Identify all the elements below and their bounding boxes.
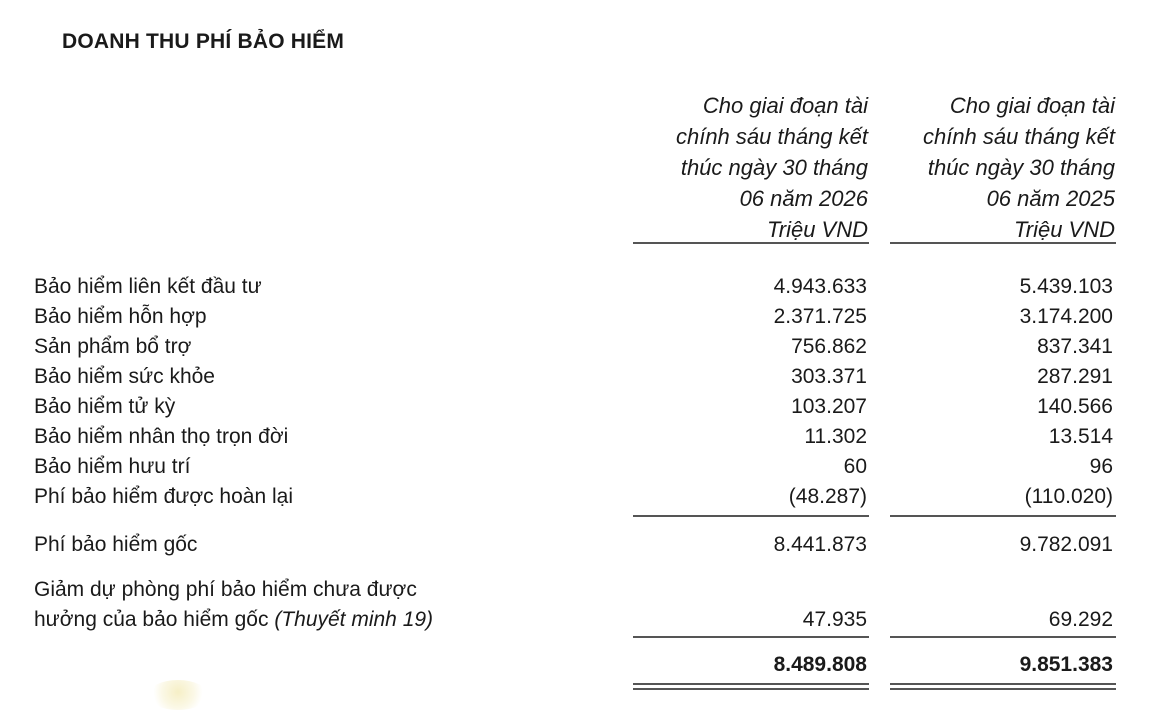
column-header-line: Cho giai đoạn tài: [949, 93, 1115, 118]
value-2025: 287.291: [1037, 365, 1113, 388]
column-header-unit: Triệu VND: [1013, 217, 1115, 242]
column-header-line: chính sáu tháng kết: [675, 124, 868, 149]
header-rule: [890, 242, 1116, 244]
value-2025: 140.566: [1037, 395, 1113, 418]
reserve-row: [0, 605, 1150, 635]
column-header-line: thúc ngày 30 tháng: [680, 155, 868, 180]
value-2026: 8.441.873: [773, 533, 867, 556]
table-row: [0, 362, 1150, 392]
row-label: Bảo hiểm sức khỏe: [34, 365, 215, 388]
stamp-mark: [148, 680, 208, 710]
subtotal-rule: [890, 515, 1116, 517]
row-label: Bảo hiểm hỗn hợp: [34, 305, 207, 328]
reserve-row-line1: [0, 575, 1150, 605]
value-2026: 756.862: [791, 335, 867, 358]
column-header-line: 06 năm 2026: [739, 186, 868, 211]
row-label: Giảm dự phòng phí bảo hiểm chưa được: [34, 578, 417, 601]
value-2026: 11.302: [804, 425, 867, 448]
value-2026: 4.943.633: [773, 275, 867, 298]
header-rule: [633, 242, 869, 244]
row-label: Sản phẩm bổ trợ: [34, 335, 192, 358]
value-2025: 96: [1089, 455, 1113, 478]
table-row: [0, 332, 1150, 362]
note-reference: (Thuyết minh 19): [274, 608, 434, 631]
table-row: [0, 452, 1150, 482]
value-2026: 2.371.725: [773, 305, 867, 328]
row-label-text: hưởng của bảo hiểm gốc: [34, 608, 275, 631]
gross-premium-row: [0, 530, 1150, 560]
row-label: Bảo hiểm hưu trí: [34, 455, 191, 478]
table-row: [0, 422, 1150, 452]
value-2025: (110.020): [1024, 485, 1113, 508]
value-2026: 60: [843, 455, 867, 478]
subtotal-rule: [633, 515, 869, 517]
value-2025: 5.439.103: [1019, 275, 1113, 298]
column-header-unit: Triệu VND: [766, 217, 868, 242]
table-row: [0, 272, 1150, 302]
table-row: [0, 392, 1150, 422]
value-2026: 47.935: [802, 608, 867, 631]
column-header-line: 06 năm 2025: [986, 186, 1115, 211]
column-header-line: chính sáu tháng kết: [922, 124, 1115, 149]
total-rule: [890, 636, 1116, 638]
column-header-line: thúc ngày 30 tháng: [927, 155, 1115, 180]
double-rule-top: [633, 683, 869, 685]
column-header-2025: [885, 90, 1115, 245]
column-header-line: Cho giai đoạn tài: [702, 93, 868, 118]
total-2025: 9.851.383: [1019, 653, 1113, 676]
table-row: [0, 482, 1150, 512]
value-2025: 837.341: [1037, 335, 1113, 358]
value-2025: 3.174.200: [1019, 305, 1113, 328]
table-row: [0, 302, 1150, 332]
row-label: Bảo hiểm nhân thọ trọn đời: [34, 425, 289, 448]
total-rule: [633, 636, 869, 638]
double-rule-bottom: [633, 688, 869, 690]
double-rule-top: [890, 683, 1116, 685]
total-2026: 8.489.808: [773, 653, 867, 676]
total-row: [0, 650, 1150, 680]
value-2025: 9.782.091: [1019, 533, 1113, 556]
row-label: [34, 605, 433, 635]
double-rule-bottom: [890, 688, 1116, 690]
row-label: Bảo hiểm tử kỳ: [34, 395, 176, 418]
column-header-2026: [638, 90, 868, 245]
row-label: Bảo hiểm liên kết đầu tư: [34, 275, 262, 298]
value-2025: 69.292: [1048, 608, 1113, 631]
value-2025: 13.514: [1048, 425, 1113, 448]
page-title: DOANH THU PHÍ BẢO HIỂM: [62, 30, 345, 53]
row-label: Phí bảo hiểm gốc: [34, 533, 198, 556]
value-2026: 103.207: [791, 395, 867, 418]
value-2026: (48.287): [788, 485, 867, 508]
value-2026: 303.371: [791, 365, 867, 388]
row-label: Phí bảo hiểm được hoàn lại: [34, 485, 293, 508]
